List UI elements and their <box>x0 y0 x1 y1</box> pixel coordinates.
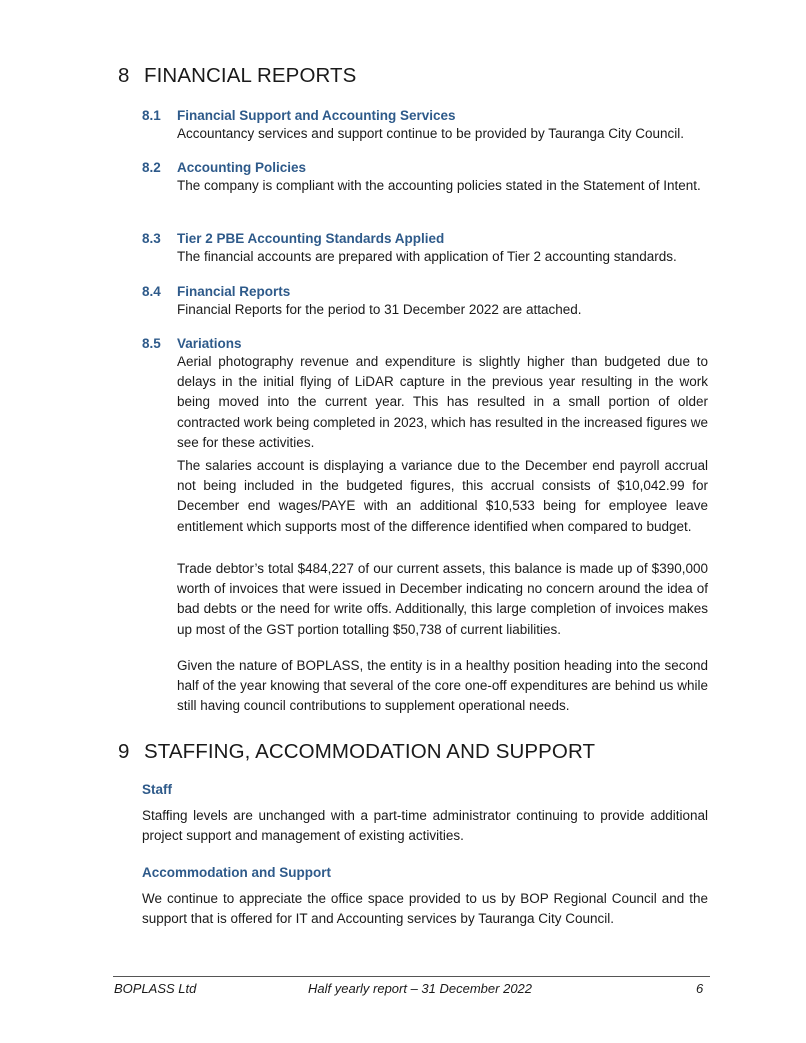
subsection-8-5-title: Variations <box>177 336 242 351</box>
subsection-8-4-heading <box>142 284 290 299</box>
subsection-8-1-heading <box>142 108 456 123</box>
subsection-8-3-title: Tier 2 PBE Accounting Standards Applied <box>177 231 445 246</box>
accommodation-text: We continue to appreciate the office space provided to us by BOP Regional Council and the support that is offered for IT and Accounting services by Tauranga City Council. <box>142 891 708 927</box>
subsection-8-3-text: The financial accounts are prepared with application of Tier 2 accounting standards. <box>177 249 677 264</box>
subsection-8-4-number: 8.4 <box>142 284 161 299</box>
variations-paragraph-4: Given the nature of BOPLASS, the entity is in a healthy position heading into the second half of the year knowing that several of the core one-off expenditures are behind us while still having council contributions to supplement operational needs. <box>177 658 708 714</box>
subsection-8-4-text: Financial Reports for the period to 31 December 2022 are attached. <box>177 302 582 317</box>
subsection-8-3-heading <box>142 231 444 246</box>
footer-report-title: Half yearly report – 31 December 2022 <box>308 981 533 996</box>
section-8-title: FINANCIAL REPORTS <box>144 64 357 87</box>
section-9-heading <box>118 740 595 764</box>
section-8-number: 8 <box>118 64 130 87</box>
subsection-8-2-title: Accounting Policies <box>177 160 307 175</box>
staff-heading: Staff <box>142 782 172 797</box>
footer-divider <box>113 976 710 977</box>
subsection-8-1-number: 8.1 <box>142 108 161 123</box>
subsection-8-2-heading <box>142 160 306 175</box>
subsection-8-4-title: Financial Reports <box>177 284 291 299</box>
subsection-8-5-number: 8.5 <box>142 336 161 351</box>
subsection-8-5-heading <box>142 336 242 351</box>
subsection-8-1-text: Accountancy services and support continue to be provided by Tauranga City Council. <box>177 126 685 141</box>
subsection-8-2-number: 8.2 <box>142 160 161 175</box>
footer-page-number: 6 <box>696 981 704 996</box>
accommodation-heading: Accommodation and Support <box>142 865 331 880</box>
variations-paragraph-3: Trade debtor’s total $484,227 of our current assets, this balance is made up of $390,000 worth of invoices that were issued in December indicating no concern around the idea of bad debts or the need for write offs. Additionally, this large completion of invoices makes up most of the GST portion totalling $50,738 of current liabilities. <box>177 561 708 637</box>
section-8-heading <box>118 64 356 88</box>
section-9-number: 9 <box>118 740 130 763</box>
footer-organisation: BOPLASS Ltd <box>114 981 197 996</box>
subsection-8-3-number: 8.3 <box>142 231 161 246</box>
section-9-title: STAFFING, ACCOMMODATION AND SUPPORT <box>144 740 596 763</box>
variations-paragraph-1: Aerial photography revenue and expenditure is slightly higher than budgeted due to delays in the initial flying of LiDAR capture in the previous year resulting in the work being moved into the current year. This has resulted in a small portion of older contracted work being completed in 2023, which has resulted in the increased figures we see for these activities. <box>177 354 708 450</box>
staff-text: Staffing levels are unchanged with a part-time administrator continuing to provide additional project support and management of existing activities. <box>142 808 708 844</box>
subsection-8-1-title: Financial Support and Accounting Services <box>177 108 456 123</box>
variations-paragraph-2: The salaries account is displaying a variance due to the December end payroll accrual not being included in the budgeted figures, this accrual consists of $10,042.99 for December end wages/PAYE with an additional $10,533 being for employee leave entitlement which supports most of the difference identified when compared to budget. <box>177 458 708 534</box>
subsection-8-2-text: The company is compliant with the accounting policies stated in the Statement of Intent. <box>177 178 701 193</box>
